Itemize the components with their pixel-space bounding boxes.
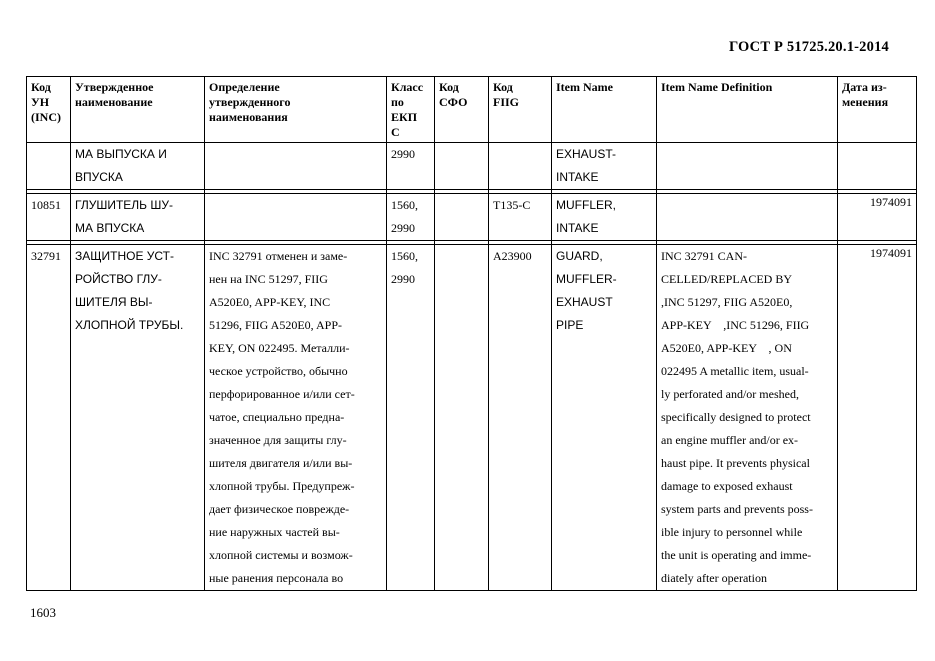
cell-date-value: 1974091	[870, 195, 912, 209]
header-line: Код	[439, 80, 459, 94]
cell-date-value: 1974091	[870, 246, 912, 260]
header-col-item-name	[552, 77, 657, 143]
table-row	[27, 194, 917, 241]
cell-line: EXHAUST-	[556, 147, 617, 161]
cell-sfo	[435, 194, 489, 241]
cell-line: 51296, FIIG A520E0, APP-	[209, 318, 343, 332]
table-row	[27, 245, 917, 591]
cell-line: diately after operation	[661, 571, 767, 585]
cell-item-def	[657, 194, 838, 241]
cell-line: GUARD,	[556, 249, 603, 263]
cell-line: INTAKE	[556, 170, 599, 184]
cell-line: ШИТЕЛЯ ВЫ-	[75, 295, 153, 309]
cell-date	[838, 143, 917, 190]
cell-line: CELLED/REPLACED BY	[661, 272, 792, 286]
cell-date	[838, 245, 917, 591]
cell-fiig	[489, 245, 552, 591]
cell-line: шителя двигателя и/или вы-	[209, 456, 353, 470]
cell-line: ly perforated and/or meshed,	[661, 387, 799, 401]
header-line: менения	[842, 95, 889, 109]
page-number: 1603	[30, 605, 56, 620]
cell-name	[71, 143, 205, 190]
cell-line: A23900	[493, 249, 532, 263]
cell-line: 32791	[31, 249, 61, 263]
cell-sfo	[435, 245, 489, 591]
cell-line: дает физическое поврежде-	[209, 502, 350, 516]
cell-item-name	[552, 143, 657, 190]
cell-line: an engine muffler and/or ex-	[661, 433, 799, 447]
cell-line: нен на INC 51297, FIIG	[209, 272, 328, 286]
table-row	[27, 143, 917, 190]
header-col-definition	[205, 77, 387, 143]
cell-line: MUFFLER-	[556, 272, 617, 286]
header-col-item-def	[657, 77, 838, 143]
header-line: наименование	[75, 95, 153, 109]
cell-item-name	[552, 245, 657, 591]
cell-fiig	[489, 194, 552, 241]
cell-fiig	[489, 143, 552, 190]
catalog-table	[26, 76, 917, 591]
cell-line: INC 32791 отменен и заме-	[209, 249, 348, 263]
cell-line: ,INC 51297, FIIG A520E0,	[661, 295, 793, 309]
cell-class	[387, 143, 435, 190]
cell-item-name	[552, 194, 657, 241]
header-line: по	[391, 95, 404, 109]
cell-line: ческое устройство, обычно	[209, 364, 348, 378]
header-line: Класс	[391, 80, 424, 94]
cell-line: haust pipe. It prevents physical	[661, 456, 810, 470]
cell-line: ние наружных частей вы-	[209, 525, 340, 539]
cell-definition	[205, 194, 387, 241]
cell-line: 022495 A metallic item, usual-	[661, 364, 809, 378]
cell-line: specifically designed to protect	[661, 410, 811, 424]
header-line: Утвержденное	[75, 80, 154, 94]
header-line: СФО	[439, 95, 468, 109]
cell-line: PIPE	[556, 318, 584, 332]
cell-line: значенное для защиты глу-	[209, 433, 347, 447]
document-code: ГОСТ Р 51725.20.1-2014	[728, 39, 889, 55]
cell-line: хлопной системы и возмож-	[209, 548, 353, 562]
header-line: Item Name Definition	[661, 80, 773, 94]
cell-line: ВПУСКА	[75, 170, 123, 184]
cell-inc	[27, 245, 71, 591]
header-line: FIIG	[493, 95, 520, 109]
cell-line: хлопной трубы. Предупреж-	[209, 479, 355, 493]
cell-item-def	[657, 143, 838, 190]
cell-sfo	[435, 143, 489, 190]
cell-inc	[27, 194, 71, 241]
table-header-row	[27, 77, 917, 143]
cell-line: чатое, специально предна-	[209, 410, 345, 424]
header-line: С	[391, 125, 400, 139]
cell-line: APP-KEY ,INC 51296, FIIG	[661, 318, 810, 332]
cell-line: МА ВЫПУСКА И	[75, 147, 167, 161]
header-col-sfo	[435, 77, 489, 143]
header-col-name	[71, 77, 205, 143]
header-line: Код	[31, 80, 51, 94]
cell-line: 10851	[31, 198, 61, 212]
header-line: Дата из-	[842, 80, 887, 94]
cell-definition	[205, 143, 387, 190]
cell-line: МА ВПУСКА	[75, 221, 145, 235]
cell-line: 2990	[391, 147, 415, 161]
header-line: утвержденного	[209, 95, 291, 109]
cell-line: A520E0, APP-KEY , ON	[661, 341, 792, 355]
cell-line: 2990	[391, 221, 415, 235]
cell-line: ГЛУШИТЕЛЬ ШУ-	[75, 198, 173, 212]
cell-class	[387, 245, 435, 591]
cell-definition	[205, 245, 387, 591]
cell-line: перфорированное и/или сет-	[209, 387, 355, 401]
cell-line: A520E0, APP-KEY, INC	[209, 295, 331, 309]
cell-line: EXHAUST	[556, 295, 613, 309]
cell-line: РОЙСТВО ГЛУ-	[75, 272, 162, 286]
cell-line: 2990	[391, 272, 415, 286]
cell-line: T135-C	[493, 198, 531, 212]
cell-class	[387, 194, 435, 241]
cell-line: INTAKE	[556, 221, 599, 235]
header-line: Item Name	[556, 80, 613, 94]
header-line: Определение	[209, 80, 280, 94]
header-line: наименования	[209, 110, 288, 124]
cell-line: INC 32791 CAN-	[661, 249, 747, 263]
header-col-class	[387, 77, 435, 143]
header-line: Код	[493, 80, 513, 94]
cell-line: ЗАЩИТНОЕ УСТ-	[75, 249, 175, 263]
header-col-fiig	[489, 77, 552, 143]
header-col-date	[838, 77, 917, 143]
cell-date	[838, 194, 917, 241]
header-line: ЕКП	[391, 110, 418, 124]
header-line: УН	[31, 95, 50, 109]
cell-line: ХЛОПНОЙ ТРУБЫ.	[75, 318, 184, 332]
cell-line: 1560,	[391, 249, 418, 263]
cell-line: system parts and prevents poss-	[661, 502, 813, 516]
cell-line: MUFFLER,	[556, 198, 616, 212]
cell-line: ные ранения персонала во	[209, 571, 344, 585]
cell-item-def	[657, 245, 838, 591]
cell-inc	[27, 143, 71, 190]
header-line: (INC)	[31, 110, 61, 124]
cell-name	[71, 194, 205, 241]
cell-line: KEY, ON 022495. Металли-	[209, 341, 350, 355]
cell-line: ible injury to personnel while	[661, 525, 803, 539]
cell-line: 1560,	[391, 198, 418, 212]
header-col-inc	[27, 77, 71, 143]
cell-line: damage to exposed exhaust	[661, 479, 793, 493]
cell-name	[71, 245, 205, 591]
cell-line: the unit is operating and imme-	[661, 548, 812, 562]
